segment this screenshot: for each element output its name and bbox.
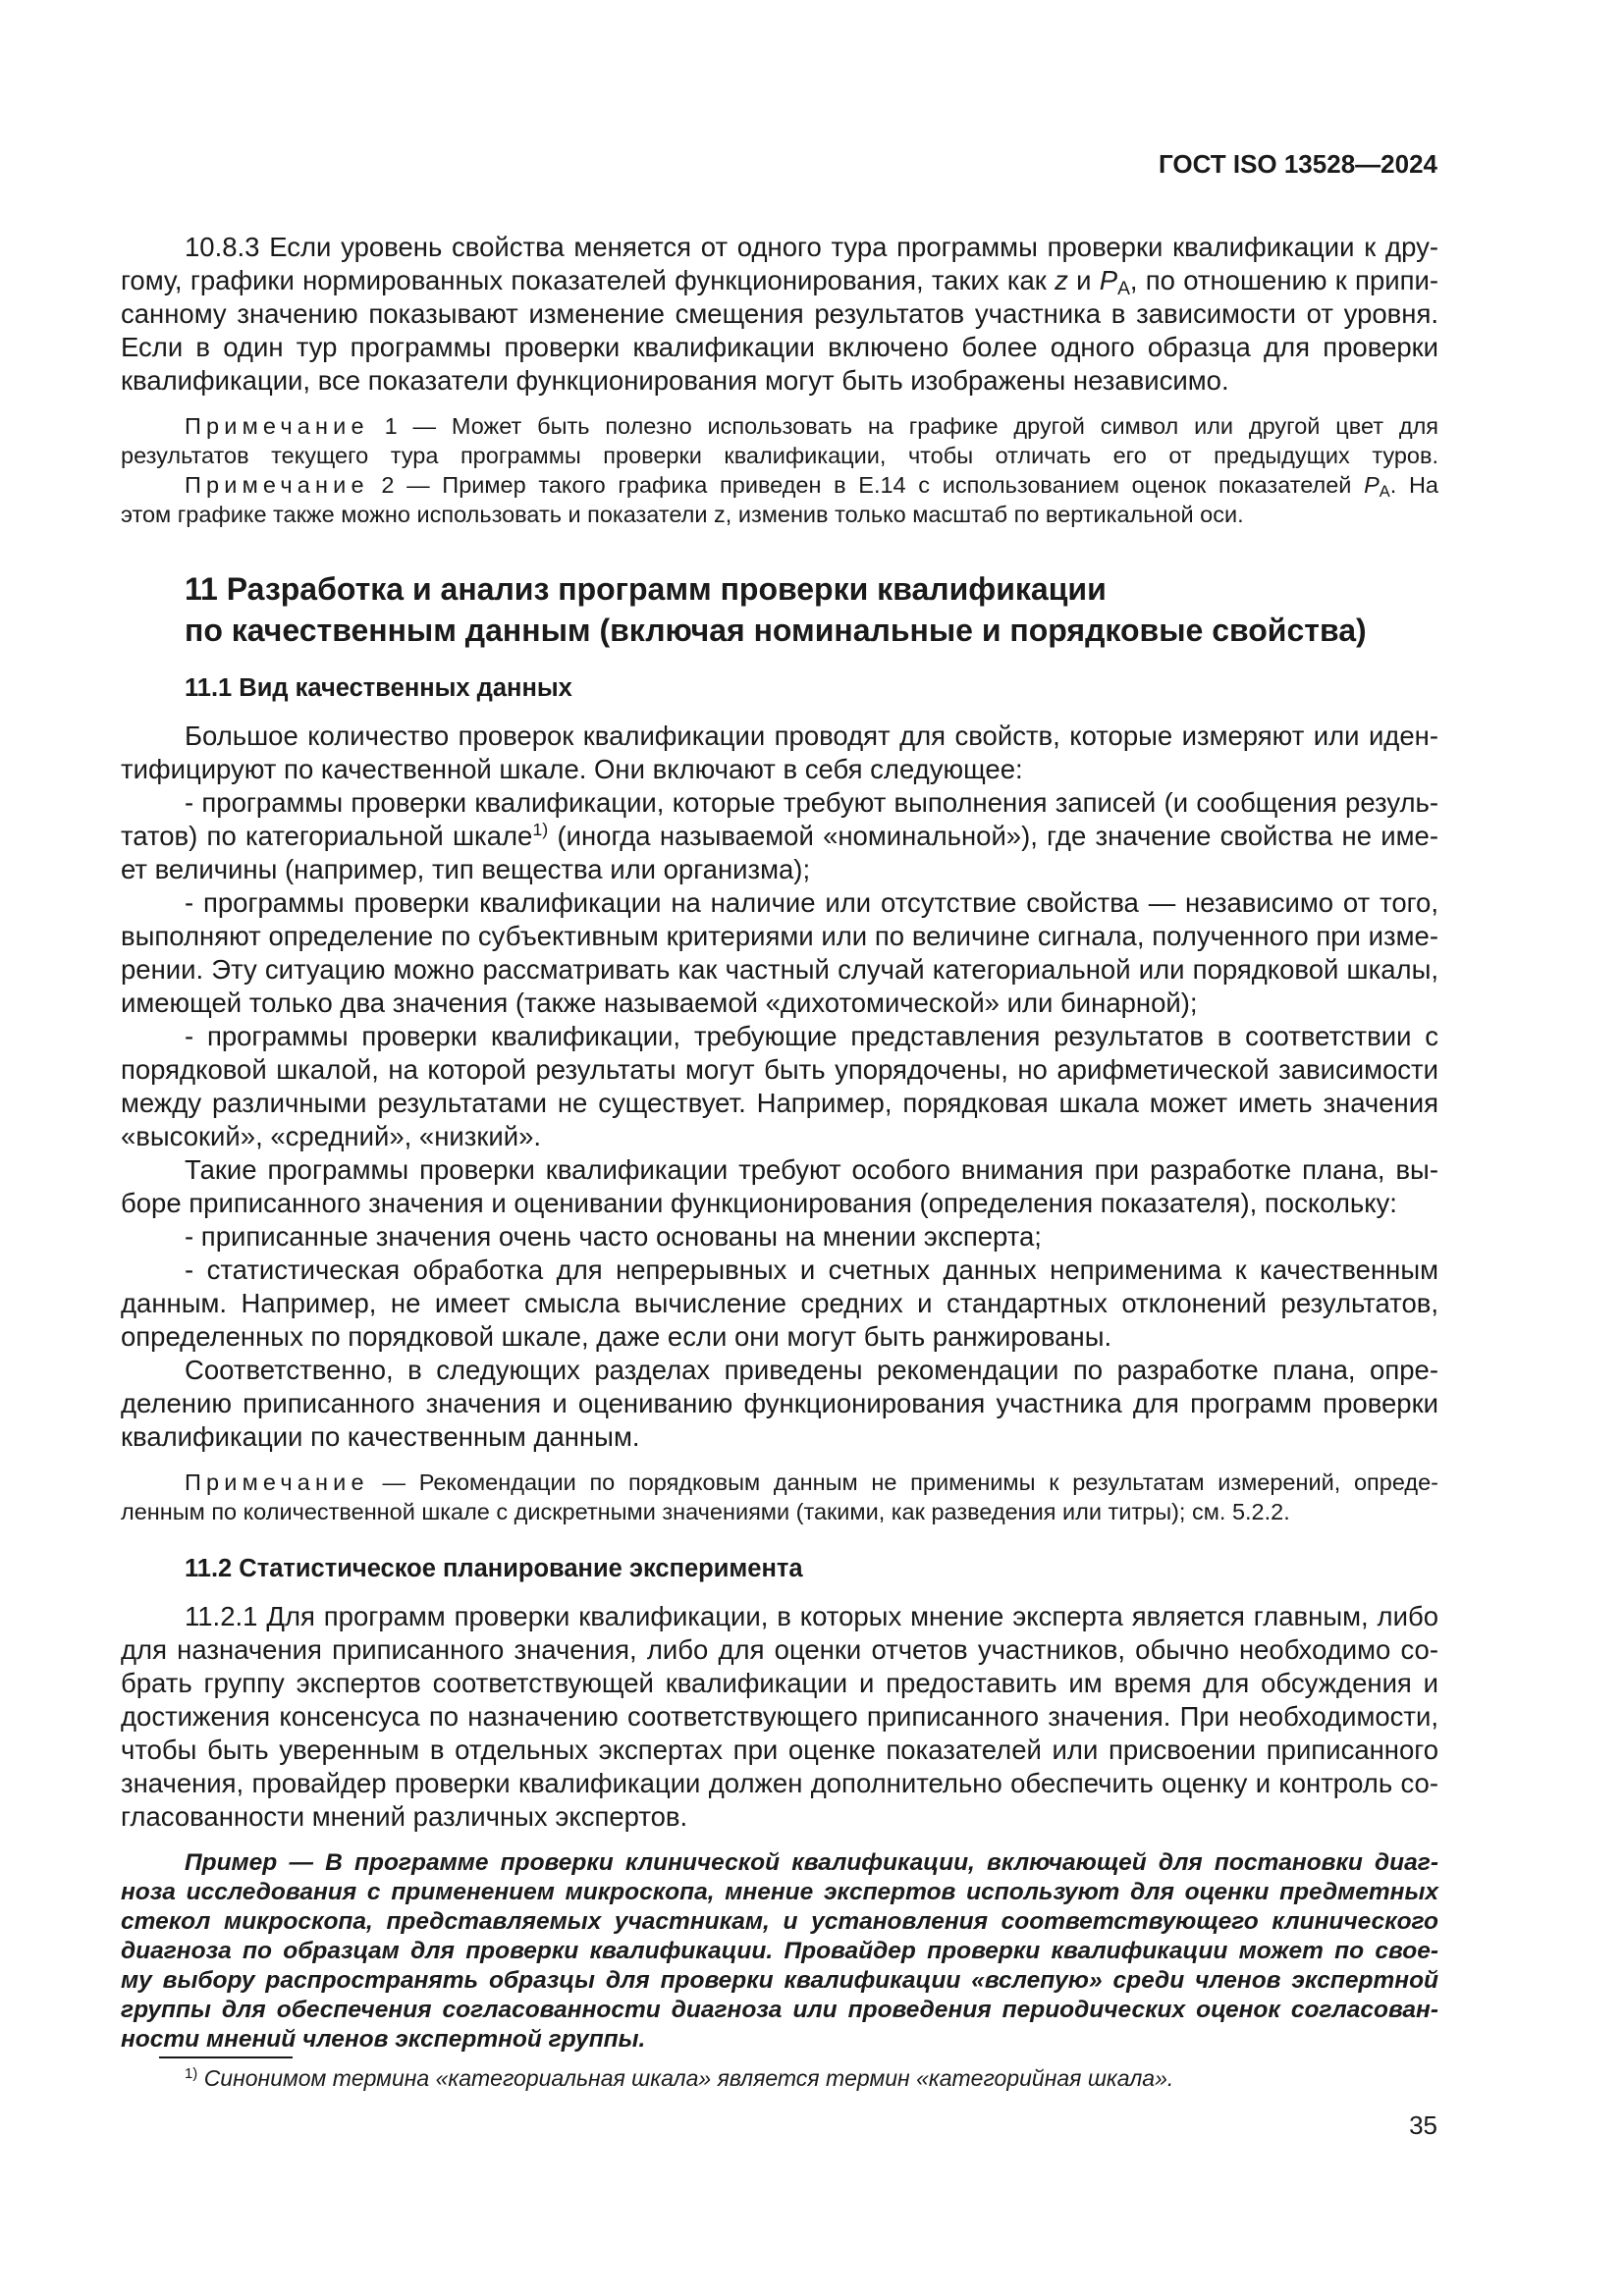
text-line: между различными результатами не существует. Например, порядковая шкала может иметь значения	[121, 1088, 1438, 1118]
text-line: - программы проверки квалификации на наличие или отсутствие свойства — независимо от того,	[185, 887, 1438, 918]
text-line: данным. Например, не имеет смысла вычисление средних и стандартных отклонений результатов,	[121, 1288, 1438, 1318]
example-line: му выбору распространять образцы для проверки квалификации «вслепую» среди членов экспертной	[121, 1967, 1438, 1994]
text-line: ет величины (например, тип вещества или организма);	[121, 854, 811, 884]
text-line: тифицируют по качественной шкале. Они включают в себя следующее:	[121, 754, 1023, 784]
example-line: группы для обеспечения согласованности диагноза или проведения периодических оценок согласован-	[121, 1997, 1438, 2023]
footnote: $^{1)}$ Синонимом термина «категориальная шкала» является термин «категорийная шкала».	[185, 2064, 1174, 2091]
text-line: гому, графики нормированных показателей функционирования, таких как z и $P_A$, по отношению к припи-	[121, 265, 1439, 299]
text-line: делению приписанного значения и оцениванию функционирования участника для программ проверки	[121, 1388, 1438, 1418]
text-line: для назначения приписанного значения, либо для оценки отчетов участников, обычно необходимо со-	[121, 1634, 1438, 1665]
text-line: квалификации по качественным данным.	[121, 1421, 640, 1452]
note-line: Примечание — Рекомендации по порядковым данным не применимы к результатам измерений, опреде-	[185, 1469, 1438, 1495]
text-line: определенных по порядковой шкале, даже если они могут быть ранжированы.	[121, 1321, 1112, 1352]
text-line: 11.2.1 Для программ проверки квалификации, в которых мнение эксперта является главным, либо	[185, 1601, 1438, 1631]
text-line: порядковой шкалой, на которой результаты могут быть упорядочены, но арифметической зависимости	[121, 1054, 1438, 1085]
text-line: квалификации, все показатели функционирования могут быть изображены независимо.	[121, 365, 1229, 396]
subsection-heading: 11.1 Вид качественных данных	[185, 674, 572, 702]
text-line: достижения консенсуса по назначению соответствующего приписанного значения. При необходимости,	[121, 1701, 1438, 1732]
text-line: татов) по категориальной шкале$^{1)}$ (иногда называемой «номинальной»), где значение свойства не име-	[121, 820, 1438, 851]
text-line: - программы проверки квалификации, требующие представления результатов в соответствии с	[185, 1021, 1438, 1051]
note-line: этом графике также можно использовать и показатели z, изменив только масштаб по вертикальной оси.	[121, 502, 1244, 527]
text-line: Большое количество проверок квалификации проводят для свойств, которые измеряют или иден-	[185, 721, 1438, 751]
text-line: брать группу экспертов соответствующей квалификации и предоставить им время для обсуждения и	[121, 1668, 1438, 1698]
text-line: рении. Эту ситуацию можно рассматривать как частный случай категориальной или порядковой шкалы,	[121, 954, 1438, 985]
text-line: - статистическая обработка для непрерывных и счетных данных неприменима к качественным	[185, 1255, 1438, 1285]
note-line: результатов текущего тура программы проверки квалификации, чтобы отличать его от предыдущих туров.	[121, 443, 1438, 468]
note-line: ленным по количественной шкале с дискретными значениями (такими, как разведения или титры); см. 5.2.2.	[121, 1499, 1290, 1524]
text-line: значения, провайдер проверки квалификации должен дополнительно обеспечить оценку и контроль со-	[121, 1768, 1438, 1798]
text-line: - приписанные значения очень часто основаны на мнении эксперта;	[185, 1221, 1042, 1252]
note-line: Примечание 2 — Пример такого графика приведен в Е.14 с использованием оценок показателей $P_A$. На	[185, 472, 1438, 502]
page-number: 35	[1409, 2110, 1437, 2140]
example-line: диагноза по образцам для проверки квалификации. Провайдер проверки квалификации может по свое-	[121, 1938, 1438, 1964]
text-line: чтобы быть уверенным в отдельных экспертах при оценке показателей или присвоении приписанного	[121, 1735, 1438, 1765]
document-header: ГОСТ ISO 13528—2024	[1158, 149, 1437, 179]
footnote-rule	[159, 2056, 293, 2058]
text-line: Соответственно, в следующих разделах приведены рекомендации по разработке плана, опре-	[185, 1355, 1438, 1385]
example-line: стекол микроскопа, представляемых участникам, и установления соответствующего клинического	[121, 1908, 1438, 1935]
text-line: - программы проверки квалификации, которые требуют выполнения записей (и сообщения резуль-	[185, 787, 1438, 818]
example-line: ности мнений членов экспертной группы.	[121, 2026, 646, 2053]
section-heading: по качественным данным (включая номинальные и порядковые свойства)	[185, 613, 1367, 648]
footnote-mark: 1)	[185, 2064, 198, 2082]
example-line: ноза исследования с применением микроскопа, мнение экспертов используют для оценки предметных	[121, 1879, 1438, 1905]
text-line: гласованности мнений различных экспертов.	[121, 1801, 688, 1832]
text-line: санному значению показывают изменение смещения результатов участника в зависимости от уровня.	[121, 298, 1438, 329]
footnote-ref: 1)	[532, 820, 549, 840]
subsection-heading: 11.2 Статистическое планирование эксперимента	[185, 1555, 803, 1582]
text-line: Если в один тур программы проверки квалификации включено более одного образца для проверки	[121, 332, 1438, 362]
note-line: Примечание 1 — Может быть полезно использовать на графике другой символ или другой цвет для	[185, 413, 1439, 439]
text-line: 10.8.3 Если уровень свойства меняется от одного тура программы проверки квалификации к дру-	[185, 232, 1438, 262]
text-line: «высокий», «средний», «низкий».	[121, 1121, 542, 1151]
text-line: выполняют определение по субъективным критериями или по величине сигнала, полученного при изме-	[121, 921, 1438, 951]
section-heading: 11 Разработка и анализ программ проверки квалификации	[185, 571, 1107, 607]
text-line: боре приписанного значения и оценивании функционирования (определения показателя), поскольку:	[121, 1188, 1397, 1218]
text-line: Такие программы проверки квалификации требуют особого внимания при разработке плана, вы-	[185, 1154, 1438, 1185]
example-line: Пример — В программе проверки клинической квалификации, включающей для постановки диаг-	[185, 1849, 1438, 1876]
text-line: имеющей только два значения (также называемой «дихотомической» или бинарной);	[121, 988, 1198, 1018]
